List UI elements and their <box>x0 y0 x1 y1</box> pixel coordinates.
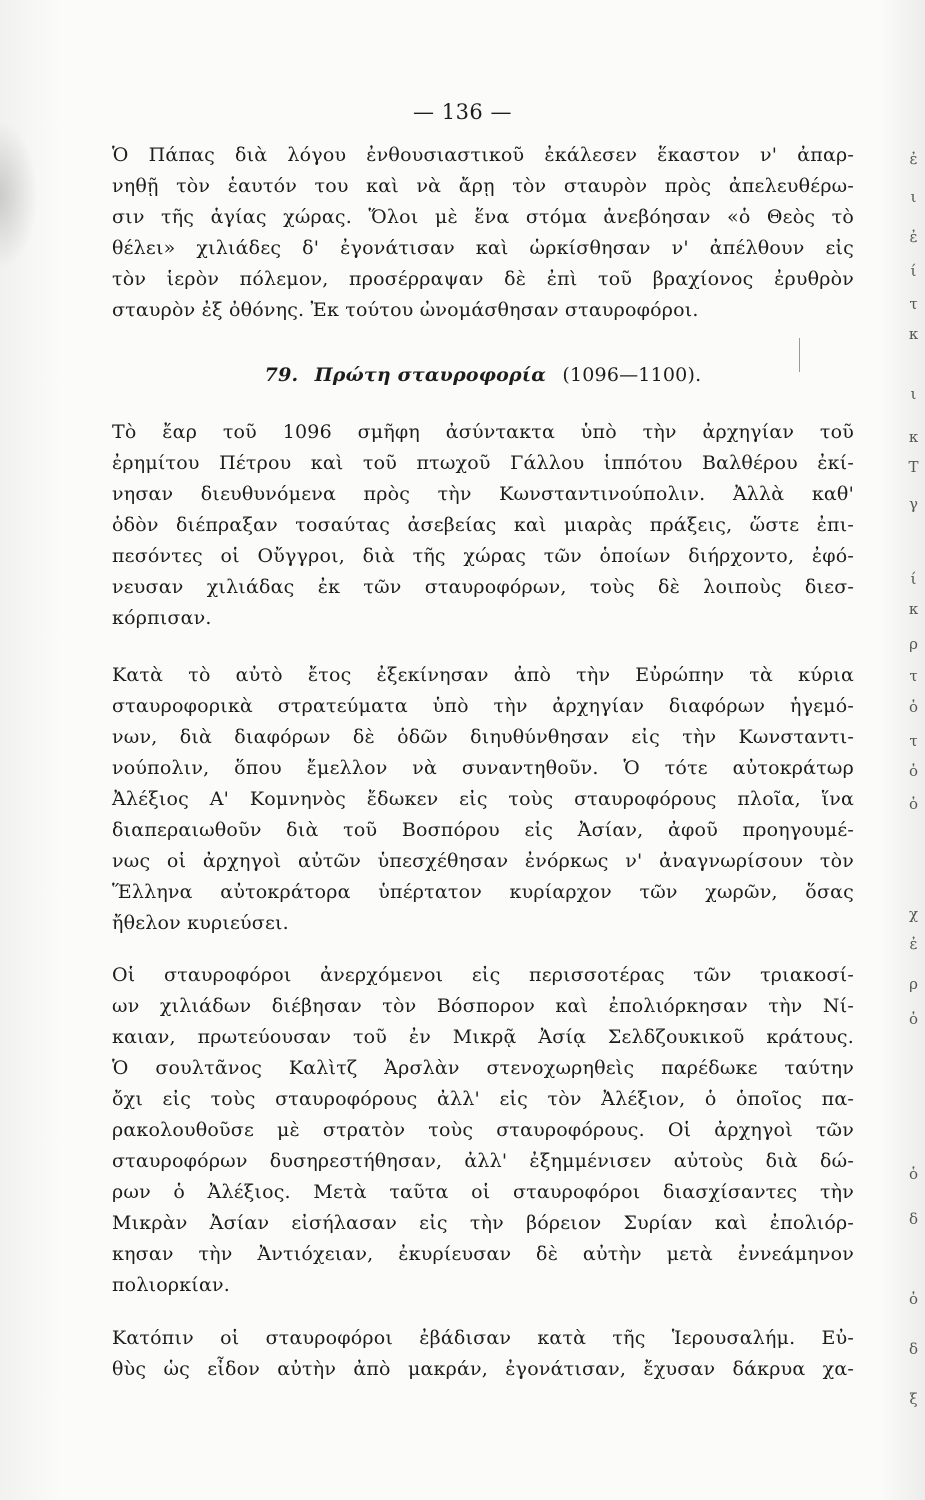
margin-char: δ <box>908 1340 919 1358</box>
margin-char: ὁ <box>908 762 919 780</box>
text-line: Κατόπιν οἱ σταυροφόροι ἐβάδισαν κατὰ τῆς Ἱερουσαλήμ. Εὐ- <box>112 1327 854 1349</box>
text-line: ἐρημίτου Πέτρου καὶ τοῦ πτωχοῦ Γάλλου ἱππότου Βαλθέρου ἐκί- <box>112 452 854 474</box>
margin-char: Τ <box>908 458 919 476</box>
margin-char: τ <box>909 295 918 313</box>
text-line: τὸν ἱερὸν πόλεμον, προσέρραψαν δὲ ἐπὶ τοῦ βραχίονος ἐρυθρὸν <box>112 268 854 290</box>
margin-char: δ <box>908 1210 919 1228</box>
margin-char: τ <box>909 732 918 750</box>
page-number: — 136 — <box>413 100 512 124</box>
text-line: Οἱ σταυροφόροι ἀνερχόμενοι εἰς περισσοτέρας τῶν τριακοσί- <box>112 964 854 986</box>
section-date-range: (1096—1100). <box>562 364 702 386</box>
text-line: ἤθελον κυριεύσει. <box>112 912 289 934</box>
text-line: ρων ὁ Ἀλέξιος. Μετὰ ταῦτα οἱ σταυροφόροι διασχίσαντες τὴν <box>112 1181 854 1203</box>
facing-page-margin <box>902 140 925 1408</box>
margin-char: ί <box>910 262 917 280</box>
margin-char: ρ <box>909 635 918 653</box>
section-heading <box>112 360 854 390</box>
margin-char: ι <box>910 385 917 403</box>
binding-shadow <box>0 120 38 270</box>
text-line: νως οἱ ἀρχηγοὶ αὐτῶν ὑπεσχέθησαν ἐνόρκως ν' ἀναγνωρίσουν τὸν <box>112 850 854 872</box>
margin-char: ξ <box>909 1390 918 1408</box>
margin-char: ί <box>910 570 917 588</box>
text-line: Ὁ σουλτᾶνος Καλὶτζ Ἀρσλὰν στενοχωρηθεὶς παρέδωκε ταύτην <box>112 1057 854 1079</box>
text-line: νηθῇ τὸν ἑαυτόν του καὶ νὰ ἄρῃ τὸν σταυρὸν πρὸς ἀπελευθέρω- <box>112 175 854 197</box>
text-line: σταυροφορικὰ στρατεύματα ὑπὸ τὴν ἀρχηγίαν διαφόρων ἡγεμό- <box>112 695 854 717</box>
text-line: Ἀλέξιος Α' Κομνηνὸς ἔδωκεν εἰς τοὺς σταυροφόρους πλοῖα, ἵνα <box>112 788 854 810</box>
text-line: κόρπισαν. <box>112 607 212 629</box>
text-line: διαπεραιωθοῦν διὰ τοῦ Βοσπόρου εἰς Ἀσίαν, ἀφοῦ προηγουμέ- <box>112 819 854 841</box>
text-line: θέλει» χιλιάδες δ' ἐγονάτισαν καὶ ὡρκίσθησαν ν' ἀπέλθουν εἰς <box>112 237 854 259</box>
text-line: νησαν διευθυνόμενα πρὸς τὴν Κωνσταντινούπολιν. Ἀλλὰ καθ' <box>112 483 854 505</box>
margin-char: ἐ <box>909 150 918 168</box>
text-line: νούπολιν, ὅπου ἔμελλον νὰ συναντηθοῦν. Ὁ τότε αὐτοκράτωρ <box>112 757 854 779</box>
text-line: θὺς ὡς εἶδον αὐτὴν ἀπὸ μακράν, ἐγονάτισαν, ἔχυσαν δάκρυα χα- <box>112 1358 854 1380</box>
text-line: καιαν, πρωτεύουσαν τοῦ ἐν Μικρᾷ Ἀσίᾳ Σελδζουκικοῦ κράτους. <box>112 1026 854 1048</box>
margin-char: ρ <box>909 975 918 993</box>
text-line: ρακολουθοῦσε μὲ στρατὸν τοὺς σταυροφόρους. Οἱ ἀρχηγοὶ τῶν <box>112 1119 854 1141</box>
margin-char: κ <box>908 600 919 618</box>
margin-char: κ <box>908 428 919 446</box>
text-line: Μικρὰν Ἀσίαν εἰσήλασαν εἰς τὴν βόρειον Συρίαν καὶ ἐπολιόρ- <box>112 1212 854 1234</box>
text-line: ων χιλιάδων διέβησαν τὸν Βόσπορον καὶ ἐπολιόρκησαν τὴν Νί- <box>112 995 854 1017</box>
margin-bracket <box>785 338 800 372</box>
section-number: 79. <box>264 364 299 386</box>
section-title: Πρώτη σταυροφορία <box>314 364 547 386</box>
text-line: σταυροφόρων δυσηρεστήθησαν, ἀλλ' ἐξημμένισεν αὐτοὺς διὰ δώ- <box>112 1150 854 1172</box>
margin-char: ὁ <box>908 698 919 716</box>
margin-char: ὁ <box>908 1290 919 1308</box>
margin-char: τ <box>909 667 918 685</box>
margin-char: ι <box>910 188 917 206</box>
text-line: Ἕλληνα αὐτοκράτορα ὑπέρτατον κυρίαρχον τῶν χωρῶν, ὅσας <box>112 881 854 903</box>
text-line: σιν τῆς ἁγίας χώρας. Ὅλοι μὲ ἕνα στόμα ἀνεβόησαν «ὁ Θεὸς τὸ <box>112 206 854 228</box>
text-line: Ὁ Πάπας διὰ λόγου ἐνθουσιαστικοῦ ἐκάλεσεν ἕκαστον ν' ἀπαρ- <box>112 144 854 166</box>
text-line: πεσόντες οἱ Οὔγγροι, διὰ τῆς χώρας τῶν ὁποίων διήρχοντο, ἐφό- <box>112 545 854 567</box>
text-line: νευσαν χιλιάδας ἐκ τῶν σταυροφόρων, τοὺς δὲ λοιποὺς διεσ- <box>112 576 854 598</box>
margin-char: ἐ <box>909 935 918 953</box>
text-line: σταυρὸν ἐξ ὀθόνης. Ἐκ τούτου ὠνομάσθησαν σταυροφόροι. <box>112 299 699 321</box>
margin-char: ὁ <box>908 795 919 813</box>
margin-char: κ <box>908 325 919 343</box>
text-line: Τὸ ἔαρ τοῦ 1096 σμῆφη ἀσύντακτα ὑπὸ τὴν ἀρχηγίαν τοῦ <box>112 421 854 443</box>
text-line: κησαν τὴν Ἀντιόχειαν, ἐκυρίευσαν δὲ αὐτὴν μετὰ ἐννεάμηνον <box>112 1243 854 1265</box>
text-line: πολιορκίαν. <box>112 1274 230 1296</box>
text-line: ὄχι εἰς τοὺς σταυροφόρους ἀλλ' εἰς τὸν Ἀλέξιον, ὁ ὁποῖος πα- <box>112 1088 854 1110</box>
text-line: νων, διὰ διαφόρων δὲ ὁδῶν διηυθύνθησαν εἰς τὴν Κωνσταντι- <box>112 726 854 748</box>
margin-char: ὁ <box>908 1165 919 1183</box>
margin-char: ἐ <box>909 228 918 246</box>
margin-char: ὁ <box>908 1010 919 1028</box>
margin-char: χ <box>908 905 919 923</box>
margin-char: γ <box>909 495 918 513</box>
text-line: Κατὰ τὸ αὐτὸ ἔτος ἐξεκίνησαν ἀπὸ τὴν Εὐρώπην τὰ κύρια <box>112 664 854 686</box>
text-line: ὁδὸν διέπραξαν τοσαύτας ἀσεβείας καὶ μιαρὰς πράξεις, ὥστε ἐπι- <box>112 514 854 536</box>
